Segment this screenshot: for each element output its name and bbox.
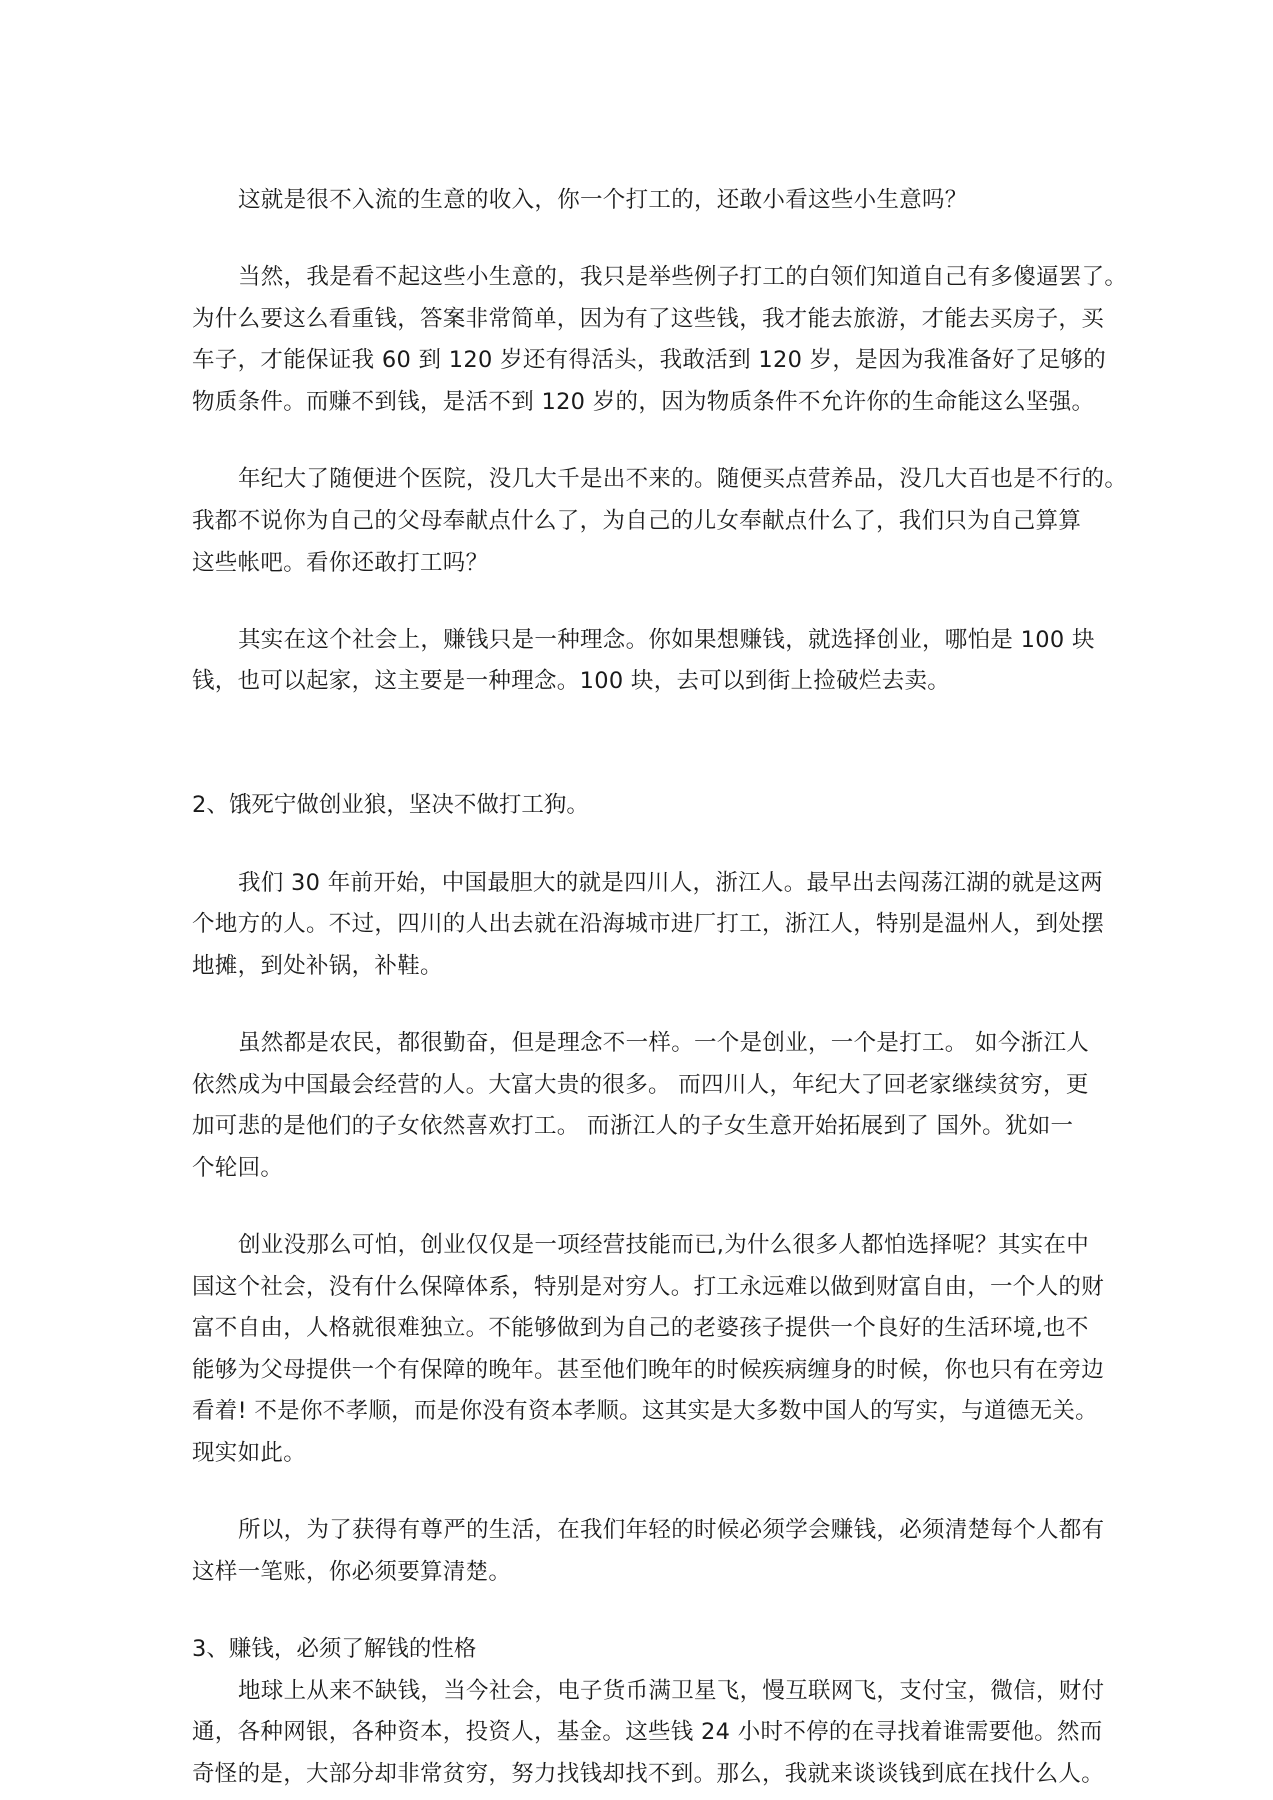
paragraph-line: 创业没那么可怕，创业仅仅是一项经营技能而已,为什么很多人都怕选择呢？其实在中 — [238, 1232, 1090, 1258]
paragraph-line: 其实在这个社会上，赚钱只是一种理念。你如果想赚钱，就选择创业，哪怕是 100 块 — [238, 627, 1095, 653]
paragraph-line: 地摊，到处补锅，补鞋。 — [192, 953, 443, 979]
paragraph-line: 这样一笔账，你必须要算清楚。 — [192, 1559, 512, 1585]
paragraph-line: 物质条件。而赚不到钱，是活不到 120 岁的，因为物质条件不允许你的生命能这么坚强。 — [192, 389, 1095, 415]
paragraph-line: 依然成为中国最会经营的人。大富大贵的很多。 而四川人，年纪大了回老家继续贫穷，更 — [192, 1072, 1089, 1098]
paragraph-line: 地球上从来不缺钱，当今社会，电子货币满卫星飞，慢互联网飞，支付宝，微信，财付 — [238, 1678, 1105, 1704]
paragraph-line: 个地方的人。不过，四川的人出去就在沿海城市进厂打工，浙江人，特别是温州人，到处摆 — [192, 911, 1105, 937]
paragraph-line: 年纪大了随便进个医院，没几大千是出不来的。随便买点营养品，没几大百也是不行的。 — [238, 466, 1128, 492]
paragraph-line: 看着! 不是你不孝顺，而是你没有资本孝顺。这其实是大多数中国人的写实，与道德无关。 — [192, 1398, 1098, 1424]
paragraph-line: 所以，为了获得有尊严的生活，在我们年轻的时候必须学会赚钱，必须清楚每个人都有 — [238, 1517, 1105, 1543]
paragraph-line: 虽然都是农民，都很勤奋，但是理念不一样。一个是创业，一个是打工。 如今浙江人 — [238, 1030, 1090, 1056]
paragraph-line: 车子，才能保证我 60 到 120 岁还有得活头，我敢活到 120 岁，是因为我准备好了足够的 — [192, 347, 1107, 373]
paragraph-line: 这些帐吧。看你还敢打工吗？ — [192, 550, 489, 576]
paragraph-line: 个轮回。 — [192, 1155, 284, 1181]
paragraph-line: 这就是很不入流的生意的收入，你一个打工的，还敢小看这些小生意吗？ — [238, 187, 968, 213]
paragraph-line: 为什么要这么看重钱，答案非常简单，因为有了这些钱，我才能去旅游，才能去买房子，买 — [192, 306, 1105, 332]
paragraph-line: 通，各种网银，各种资本，投资人，基金。这些钱 24 小时不停的在寻找着谁需要他。然而 — [192, 1719, 1103, 1745]
section-heading: 2、饿死宁做创业狼，坚决不做打工狗。 — [192, 792, 589, 818]
paragraph-line: 富不自由，人格就很难独立。不能够做到为自己的老婆孩子提供一个良好的生活环境,也不 — [192, 1315, 1089, 1341]
paragraph-line: 加可悲的是他们的子女依然喜欢打工。 而浙江人的子女生意开始拓展到了 国外。犹如一 — [192, 1113, 1074, 1139]
paragraph-line: 我们 30 年前开始，中国最胆大的就是四川人，浙江人。最早出去闯荡江湖的就是这两 — [238, 870, 1103, 896]
paragraph-line: 现实如此。 — [192, 1440, 307, 1466]
paragraph-line: 奇怪的是，大部分却非常贫穷，努力找钱却找不到。那么，我就来谈谈钱到底在找什么人。 — [192, 1761, 1105, 1787]
paragraph-line: 国这个社会，没有什么保障体系，特别是对穷人。打工永远难以做到财富自由，一个人的财 — [192, 1274, 1105, 1300]
paragraph-line: 钱，也可以起家，这主要是一种理念。100 块，去可以到街上捡破烂去卖。 — [192, 668, 951, 694]
paragraph-line: 当然，我是看不起这些小生意的，我只是举些例子打工的白领们知道自己有多傻逼罢了。 — [238, 264, 1128, 290]
paragraph-line: 能够为父母提供一个有保障的晚年。甚至他们晚年的时候疾病缠身的时候，你也只有在旁边 — [192, 1357, 1105, 1383]
paragraph-line: 我都不说你为自己的父母奉献点什么了，为自己的儿女奉献点什么了，我们只为自己算算 — [192, 508, 1082, 534]
section-heading: 3、赚钱，必须了解钱的性格 — [192, 1636, 477, 1662]
